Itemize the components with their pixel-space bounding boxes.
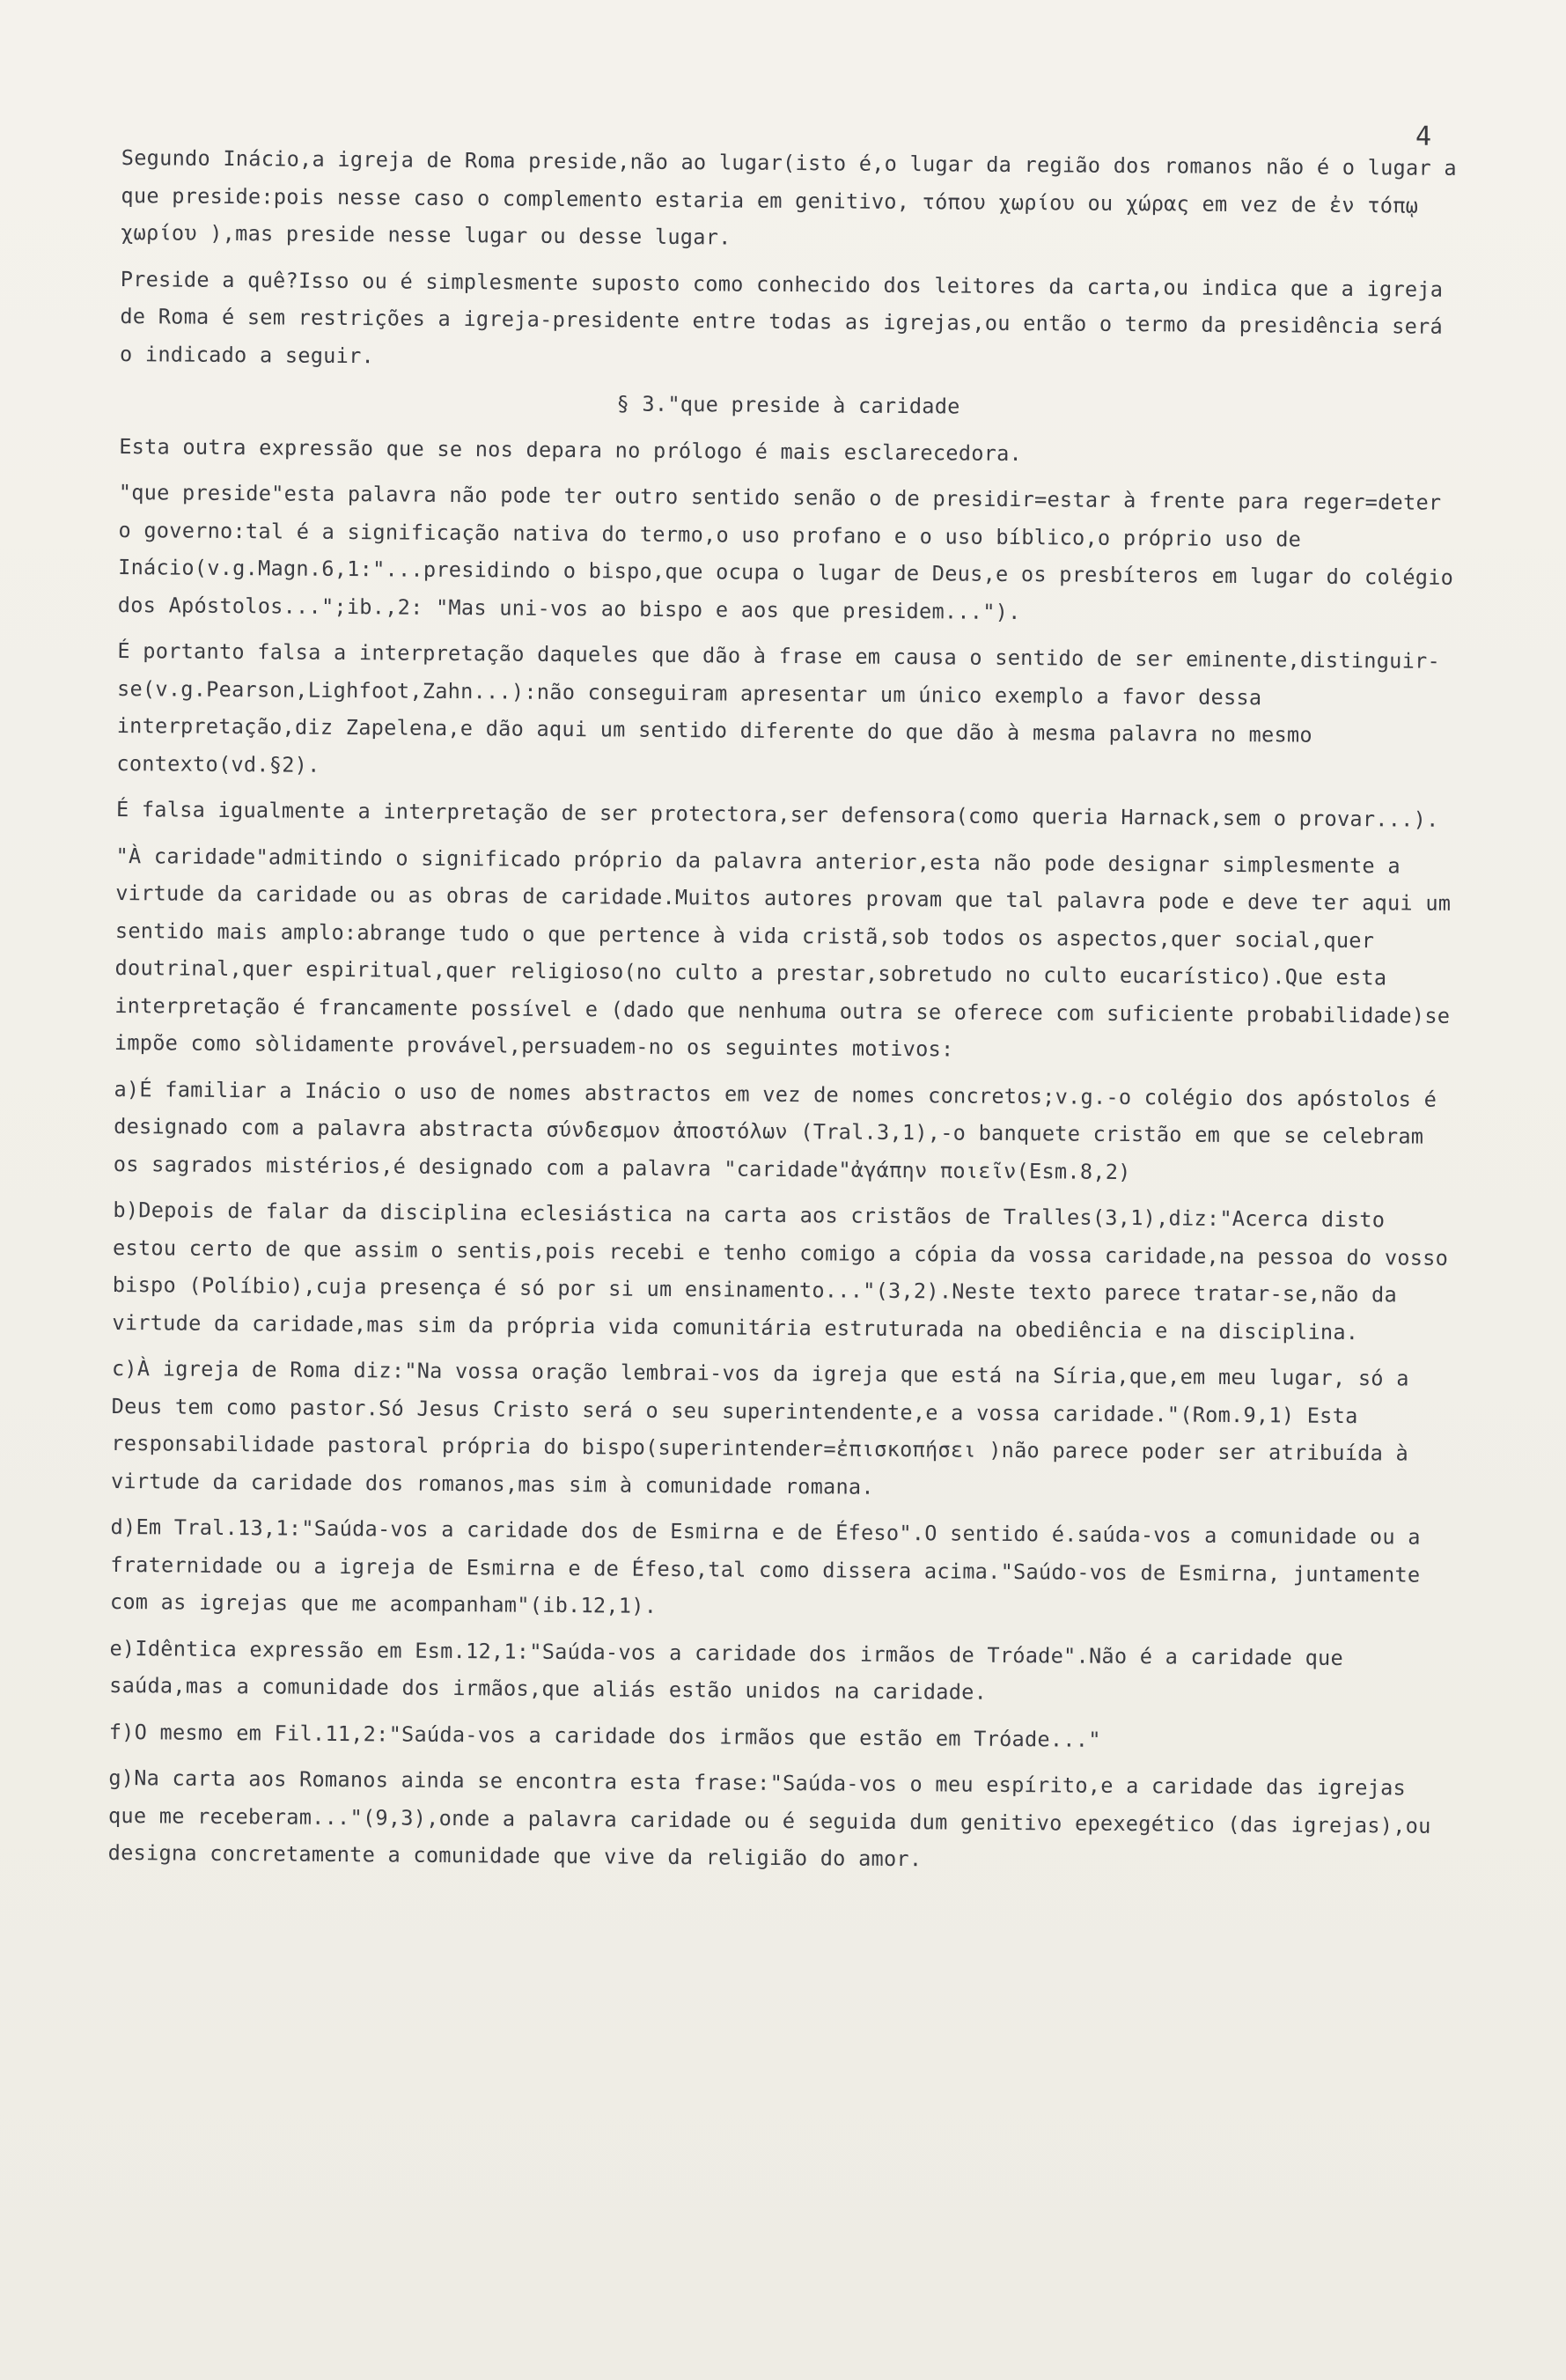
paragraph: "À caridade"admitindo o significado próprio da palavra anterior,esta não pode designar simplesmente a virtude da caridade ou as obras de caridade.Muitos autores provam que tal palavra pode e deve ter aqui um sentido mais amplo:abrange tudo o que pertence à vida cristã,sob todos os aspectos,quer social,quer doutrinal,quer espiritual,quer religioso(no culto a prestar,sobretudo no culto eucarístico).Que esta interpretação é francamente possível e (dado que nenhuma outra se oferece com suficiente probabilidade)se impõe como sòlidamente provável,persuadem-no os seguintes motivos: [114, 843, 1452, 1062]
list-item: e)Idêntica expressão em Esm.12,1:"Saúda-vos a caridade dos irmãos de Tróade".Não é a caridade que saúda,mas a comunidade dos irmãos,que aliás estão unidos na caridade. [109, 1635, 1344, 1705]
paragraph: "que preside"esta palavra não pode ter outro sentido senão o de presidir=estar à frente para reger=deter o governo:tal é a significação nativa do termo,o uso profano e o uso bíblico,o próprio uso de Inácio(v.g.Magn.6,1:"...presidindo o bispo,que ocupa o lugar de Deus,e os presbíteros em lugar do colégio dos Apóstolos...";ib.,2: "Mas uni-vos ao bispo e aos que presidem..."). [117, 479, 1454, 624]
paragraph: É falsa igualmente a interpretação de ser protectora,ser defensora(como queria Harnack,sem o provar...). [115, 796, 1439, 832]
paragraph: Segundo Inácio,a igreja de Roma preside,não ao lugar(isto é,o lugar da região dos romanos não é o lugar a que preside:pois nesse caso o complemento estaria em genitivo, τόπου χωρίου ou χώρας em vez de ἐν τόπῳ χωρίου ),mas preside nesse lugar ou desse lugar. [121, 144, 1457, 250]
list-item: a)É familiar a Inácio o uso de nomes abstractos em vez de nomes concretos;v.g.-o colégio dos apóstolos é designado com a palavra abstracta σύνδεσμον ἀποστόλων (Tral.3,1),-o banquete cristão em que se celebram os sagrados mistérios,é designado com a palavra "caridade"ἀγάπην ποιεῖν(Esm.8,2) [113, 1076, 1437, 1184]
list-item: f)O mesmo em Fil.11,2:"Saúda-vos a caridade dos irmãos que estão em Tróade..." [108, 1719, 1101, 1752]
paragraph: Esta outra expressão que se nos depara no prólogo é mais esclarecedora. [119, 433, 1023, 466]
section-heading: § 3."que preside à caridade [616, 391, 960, 419]
page-number: 4 [1415, 122, 1432, 152]
paragraph: Preside a quê?Isso ou é simplesmente suposto como conhecido dos leitores da carta,ou indica que a igreja de Roma é sem restrições a igreja-presidente entre todas as igrejas,ou então o termo da presidência será o indicado a seguir. [119, 266, 1444, 368]
list-item: d)Em Tral.13,1:"Saúda-vos a caridade dos de Esmirna e de Éfeso".O sentido é.saúda-vos a comunidade ou a fraternidade ou a igreja de Esmirna e de Éfeso,tal como dissera acima."Saúdo-vos de Esmirna, juntamente com as igrejas que me acompanham"(ib.12,1). [109, 1514, 1421, 1618]
list-item: b)Depois de falar da disciplina eclesiástica na carta aos cristãos de Tralles(3,1),diz:"Acerca disto estou certo de que assim o sentis,pois recebi e tenho comigo a cópia da vossa caridade,na pessoa do vosso bispo (Políbio),cuja presença é só por si um ensinamento..."(3,2).Neste texto parece tratar-se,não da virtude da caridade,mas sim da própria vida comunitária estruturada na obediência e na disciplina. [112, 1197, 1449, 1345]
list-item: g)Na carta aos Romanos ainda se encontra esta frase:"Saúda-vos o meu espírito,e a caridade das igrejas que me receberam..."(9,3),onde a palavra caridade ou é seguida dum genitivo epexegético (das igrejas),ou designa concretamente a comunidade que vive da religião do amor. [107, 1765, 1431, 1872]
page-body [107, 139, 1459, 1890]
paragraph: É portanto falsa a interpretação daqueles que dão à frase em causa o sentido de ser eminente,distinguir-se(v.g.Pearson,Lighfoot,Zahn...):não conseguiram apresentar um único exemplo a favor dessa interpretação,diz Zapelena,e dão aqui um sentido diferente do que dão à mesma palavra no mesmo contexto(vd.§2). [116, 637, 1441, 777]
list-item: c)À igreja de Roma diz:"Na vossa oração lembrai-vos da igreja que está na Síria,que,em meu lugar, só a Deus tem como pastor.Só Jesus Cristo será o seu superintendente,e a vossa caridade."(Rom.9,1) Esta responsabilidade pastoral própria do bispo(superintender=ἐπισκοπήσει )não parece poder ser atribuída à virtude da caridade dos romanos,mas sim à comunidade romana. [110, 1355, 1409, 1499]
